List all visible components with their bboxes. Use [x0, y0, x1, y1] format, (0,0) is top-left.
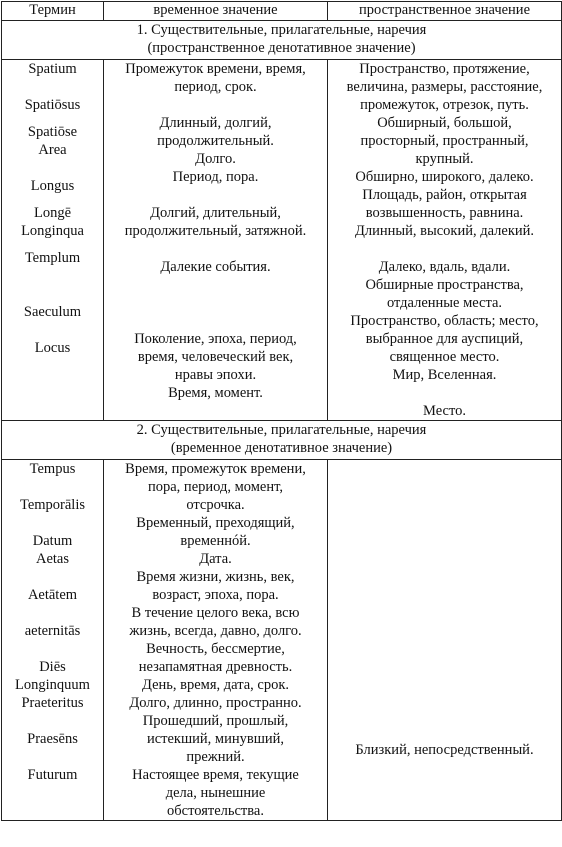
temporal-line: возраст, эпоха, пора.: [152, 587, 279, 603]
section2-body-row: [2, 460, 562, 821]
spacer: [107, 276, 324, 312]
temporal-line: пора, период, момент,: [147, 479, 283, 495]
temporal-line: временнóй.: [180, 533, 251, 549]
spacer: [5, 478, 100, 496]
spacer: [5, 514, 100, 532]
spacer: [5, 267, 100, 303]
section2-temporal-cell: [104, 460, 328, 821]
temporal-line: истекший, минувший,: [146, 731, 285, 747]
temporal-line: нравы эпохи.: [174, 367, 257, 383]
term-table: [1, 1, 562, 821]
temporal-line: День, время, дата, срок.: [142, 677, 289, 693]
temporal-line: период, срок.: [174, 79, 257, 95]
temporal-line: Прошедший, прошлый,: [142, 713, 289, 729]
spacer: [5, 78, 100, 96]
term: Spatiōse: [27, 124, 78, 140]
temporal-line: Долго.: [195, 151, 236, 167]
spatial-line: Обширный, большой,: [377, 115, 512, 131]
term: Spatiōsus: [24, 97, 81, 113]
spatial-line: Обширно, широкого, далеко.: [355, 169, 534, 185]
spacer: [107, 186, 324, 204]
temporal-line: Время, промежуток времени,: [125, 461, 306, 477]
term: Longinquum: [15, 677, 90, 693]
temporal-line: обстоятельства.: [167, 803, 264, 819]
section1-heading: [2, 21, 562, 60]
section1-header-row: [2, 21, 562, 60]
spacer: [5, 159, 100, 177]
spacer: [107, 240, 324, 258]
spatial-line: Близкий, непосредственный.: [355, 742, 534, 758]
spacer: [5, 195, 100, 204]
temporal-line: время, человеческий век,: [137, 349, 294, 365]
spacer: [5, 604, 100, 622]
section2-header-row: [2, 421, 562, 460]
temporal-line: Время, момент.: [168, 385, 263, 401]
temporal-line: жизнь, всегда, давно, долго.: [129, 623, 302, 639]
term: Spatium: [28, 61, 77, 77]
term: Diēs: [39, 659, 66, 675]
header-spatial: пространственное значение: [328, 2, 562, 21]
header-row: [2, 2, 562, 21]
spatial-line: священное место.: [389, 349, 500, 365]
temporal-line: Далекие события.: [160, 259, 271, 275]
temporal-line: Длинный, долгий,: [159, 115, 272, 131]
temporal-line: Поколение, эпоха, период,: [134, 331, 297, 347]
spatial-line: выбранное для ауспиций,: [365, 331, 524, 347]
term: Praesēns: [27, 731, 78, 747]
section2-spatial-cell: [328, 460, 562, 821]
temporal-line: незапамятная древность.: [138, 659, 293, 675]
spacer: [5, 568, 100, 586]
spacer: [331, 384, 558, 402]
spatial-line: величина, размеры, расстояние,: [346, 79, 543, 95]
section2-heading: [2, 421, 562, 460]
spatial-line: просторный, пространный,: [360, 133, 529, 149]
temporal-line: Вечность, бессмертие,: [146, 641, 285, 657]
section1-temporal-cell: [104, 60, 328, 421]
spatial-line: Пространство, область; место,: [350, 313, 539, 329]
term: Locus: [34, 340, 71, 356]
temporal-line: продолжительный.: [157, 133, 274, 149]
spacer: [107, 96, 324, 114]
term: Longinqua: [21, 223, 84, 239]
term: Templum: [24, 250, 81, 266]
spacer: [5, 640, 100, 658]
section1-terms-cell: [2, 60, 104, 421]
spatial-line: крупный.: [415, 151, 474, 167]
term: Area: [38, 142, 67, 158]
spatial-line: возвышенность, равнина.: [365, 205, 524, 221]
temporal-line: Долго, длинно, пространно.: [129, 695, 302, 711]
section1-subtitle: (пространственное денотативное значение): [147, 40, 416, 56]
term: Longus: [30, 178, 75, 194]
spatial-line: Длинный, высокий, далекий.: [354, 223, 535, 239]
spatial-line: Обширные пространства,: [365, 277, 524, 293]
temporal-line: В течение целого века, всю: [131, 605, 300, 621]
temporal-line: продолжительный, затяжной.: [124, 223, 307, 239]
temporal-line: Долгий, длительный,: [150, 205, 281, 221]
section1-title: 1. Существительные, прилагательные, наречия: [136, 22, 427, 38]
temporal-line: Время жизни, жизнь, век,: [136, 569, 295, 585]
term: Praeteritus: [21, 695, 84, 711]
temporal-line: Период, пора.: [172, 169, 259, 185]
spatial-line: Далеко, вдаль, вдали.: [378, 259, 511, 275]
term: Aetas: [35, 551, 69, 567]
spacer: [5, 712, 100, 730]
section2-title: 2. Существительные, прилагательные, наречия: [136, 422, 427, 438]
spatial-line: Площадь, район, открытая: [362, 187, 527, 203]
section2-terms-cell: [2, 460, 104, 821]
section2-subtitle: (временное денотативное значение): [170, 440, 393, 456]
spatial-line: промежуток, отрезок, путь.: [360, 97, 529, 113]
temporal-line: прежний.: [186, 749, 245, 765]
spacer: [107, 312, 324, 330]
section1-body-row: [2, 60, 562, 421]
spacer: [5, 748, 100, 766]
header-temporal: временное значение: [104, 2, 328, 21]
spacer: [5, 114, 100, 123]
term: Aetātem: [27, 587, 78, 603]
term: Saeculum: [23, 304, 82, 320]
temporal-line: Дата.: [199, 551, 232, 567]
term: Temporālis: [19, 497, 86, 513]
term: Longē: [33, 205, 72, 221]
spacer: [5, 240, 100, 249]
temporal-line: Промежуток времени, время,: [125, 61, 306, 77]
term: Tempus: [29, 461, 76, 477]
spatial-line: отдаленные места.: [386, 295, 503, 311]
term: aeternitās: [24, 623, 81, 639]
term: Futurum: [27, 767, 78, 783]
temporal-line: отсрочка.: [186, 497, 245, 513]
spacer: [5, 321, 100, 339]
temporal-line: Настоящее время, текущие: [132, 767, 299, 783]
spatial-line: Место.: [423, 403, 466, 419]
spacer: [331, 240, 558, 258]
spatial-line: Пространство, протяжение,: [359, 61, 530, 77]
temporal-line: Временный, преходящий,: [136, 515, 295, 531]
term: Datum: [32, 533, 73, 549]
header-term: Термин: [2, 2, 104, 21]
section1-spatial-cell: [328, 60, 562, 421]
temporal-line: дела, нынешние: [165, 785, 266, 801]
spatial-line: Мир, Вселенная.: [392, 367, 497, 383]
